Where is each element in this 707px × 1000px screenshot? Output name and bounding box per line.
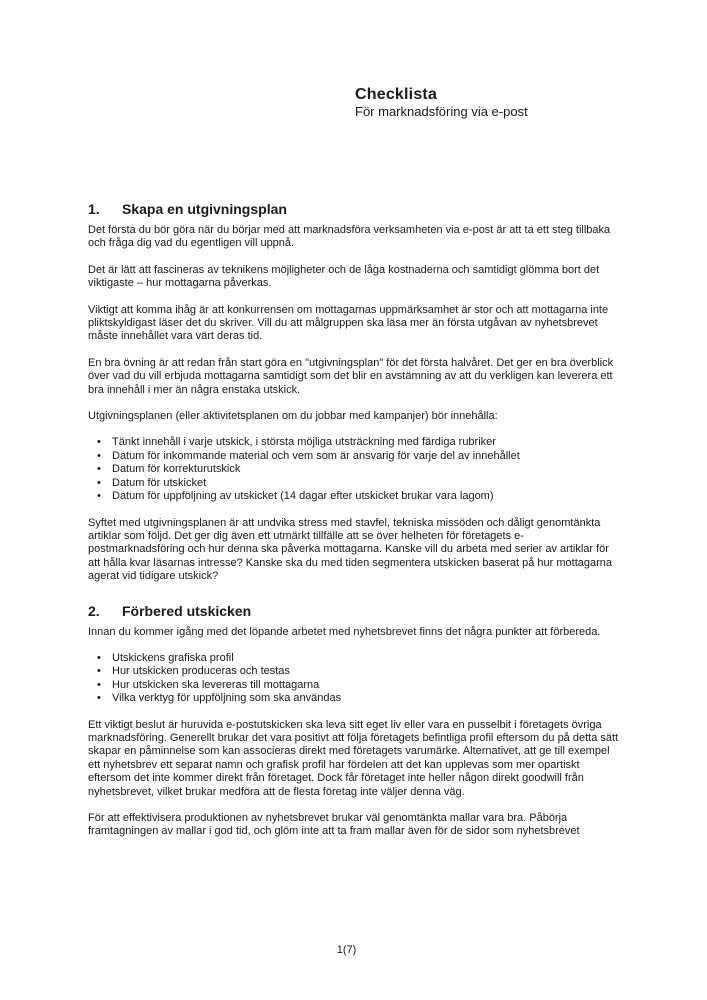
paragraph: Viktigt att komma ihåg är att konkurrensen om mottagarnas uppmärksamhet är stor och att mottagarna inte pliktskyldigast läser det du skriver. Vill du att målgruppen ska läsa mer än första utgåvan av nyhetsbrevet måste innehållet vara värt deras tid. — [88, 303, 609, 343]
section-2-number: 2. — [88, 602, 100, 619]
bullet-list — [88, 436, 620, 503]
list-item: • Vilka verktyg för uppföljning som ska användas — [112, 692, 620, 705]
section-2 — [88, 603, 620, 839]
document-subtitle: För marknadsföring via e-post — [355, 104, 528, 119]
section-2-title: Förbered utskicken — [122, 602, 252, 619]
list-item: • Datum för korrekturutskick — [112, 463, 620, 476]
paragraph: Utgivningsplanen (eller aktivitetsplanen om du jobbar med kampanjer) bör innehålla: — [88, 410, 498, 423]
paragraph: Syftet med utgivningsplanen är att undvika stress med stavfel, tekniska missöden och dåligt genomtänkta artiklar som följd. Det ger dig även ett utmärkt tillfälle att se över helheten för företagets e-postmarknadsföring och hur denna ska påverka mottagarna. Kanske vill du arbeta med serier av artiklar för att hålla kvar läsarnas intresse? Kanske ska du med tiden segmentera utskicken baserat på hur mottagarna agerat vid tidigare utskick? — [88, 516, 613, 583]
paragraph: Ett viktigt beslut är huruvida e-postutskicken ska leva sitt eget liv eller vara en pusselbit i företagets övriga marknadsföring. Generellt brukar det vara positivt att följa företagets befintliga profil eftersom du på detta sätt skapar en påminnelse som kan associeras direkt med företagets varumärke. Alternativet, att ge till exempel ett nyhetsbrev ett separat namn och grafisk profil har fördelen att det kan upplevas som mer opartiskt eftersom det inte kommer direkt från företaget. Dock får företaget inte heller någon direkt goodwill från nyhetsbrevet, vilket brukar medföra att de flesta företag inte väljer denna väg. — [88, 718, 619, 798]
paragraph: Det första du bör göra när du börjar med att marknadsföra verksamheten via e-post är att ta ett steg tillbaka och fråga dig vad du egentligen vill uppnå. — [88, 224, 611, 250]
paragraph: En bra övning är att redan från start göra en "utgivningsplan" för det första halvåret. Det ger en bra överblick över vad du vill erbjuda mottagarna samtidigt som det blir en avstämning av att du verkligen kan leverera ett bra innehåll i mer än några enstaka utskick. — [88, 356, 614, 396]
list-item: • Hur utskicken produceras och testas — [112, 665, 620, 678]
section-2-heading — [88, 603, 620, 620]
section-1-heading — [88, 201, 620, 218]
list-item: • Tänkt innehåll i varje utskick, i största möjliga utsträckning med färdiga rubriker — [112, 436, 620, 449]
paragraph: Det är lätt att fascineras av teknikens möjligheter och de låga kostnaderna och samtidigt glömma bort det viktigaste – hur mottagarna påverkas. — [88, 263, 600, 290]
section-1-title: Skapa en utgivningsplan — [122, 201, 287, 217]
list-item: • Datum för utskicket — [112, 477, 620, 490]
list-item: • Utskickens grafiska profil — [112, 652, 620, 665]
list-item: • Datum för inkommande material och vem som är ansvarig för varje del av innehållet — [112, 450, 620, 463]
title-block — [355, 85, 620, 120]
page-number: 1(7) — [336, 944, 357, 956]
section-1 — [88, 201, 620, 584]
list-item: • Datum för uppföljning av utskicket (14 dagar efter utskicket brukar vara lagom) — [112, 490, 620, 503]
list-item: • Hur utskicken ska levereras till mottagarna — [112, 679, 620, 692]
paragraph: För att effektivisera produktionen av nyhetsbrevet brukar väl genomtänkta mallar vara bra. Påbörja framtagningen av mallar i god tid, och glöm inte att ta fram mallar även för de sidor som nyhetsbrevet — [88, 812, 580, 838]
section-1-number: 1. — [88, 201, 100, 217]
paragraph: Innan du kommer igång med det löpande arbetet med nyhetsbrevet finns det några punkter att förbereda. — [88, 625, 601, 638]
bullet-list — [88, 652, 620, 706]
document-title: Checklista — [355, 86, 438, 103]
